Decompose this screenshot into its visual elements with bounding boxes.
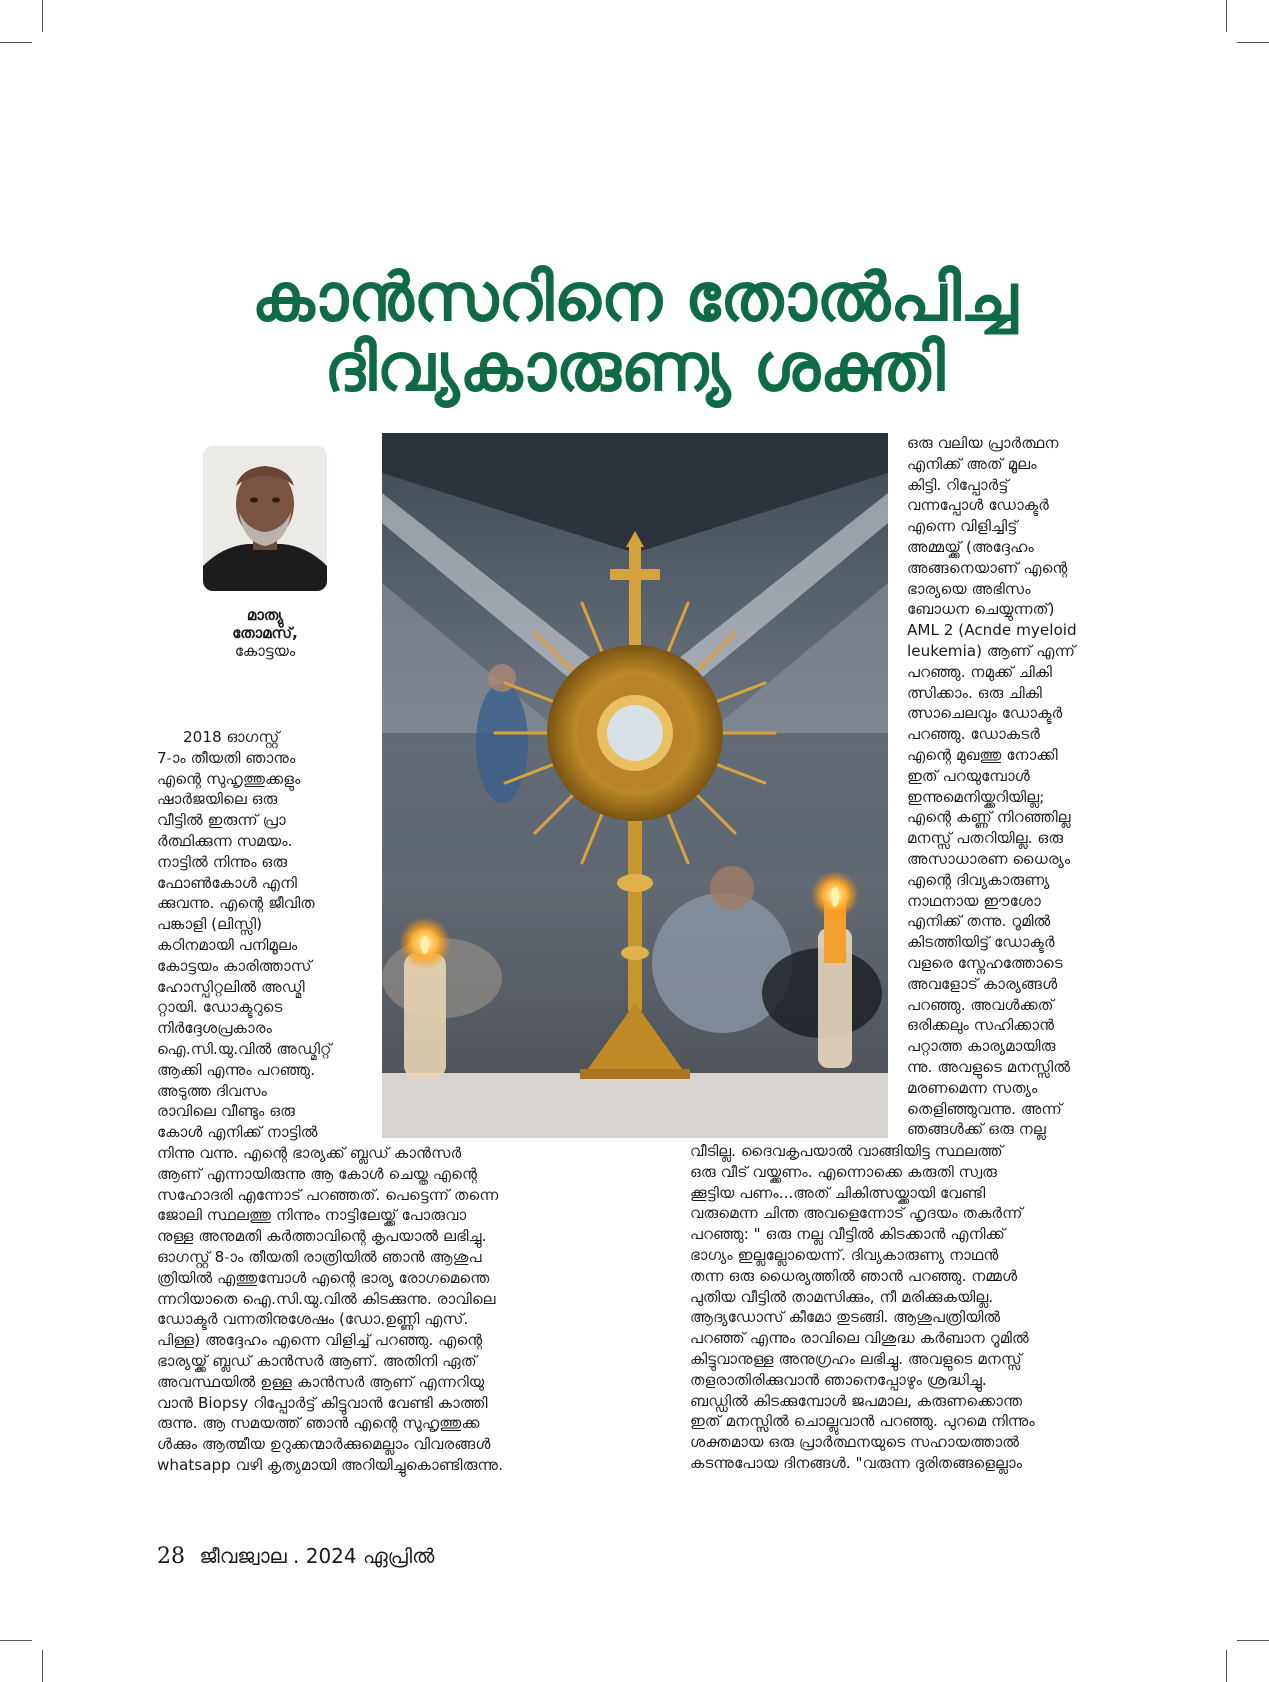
paragraph-line: വീടില്ല. ദൈവകൃപയാൽ വാങ്ങിയിട്ട സ്ഥലത്ത് <box>690 1142 1003 1160</box>
paragraph-line: ബഡ്ഡിൽ കിടക്കുമ്പോൾ ജപമാല, കരുണക്കൊന്ത <box>690 1391 1023 1410</box>
paragraph-line: പറഞ്ഞ് എന്നും രാവിലെ വിശുദ്ധ കർബാന റൂമിൽ <box>690 1329 1029 1348</box>
paragraph-line: അടുത്ത ദിവസം <box>157 1081 268 1100</box>
paragraph-line: നിർദ്ദേശപ്രകാരം <box>157 1019 272 1038</box>
right-column-narrow <box>907 433 1077 1140</box>
author-photo <box>203 446 327 591</box>
paragraph-line: ക്കൂട്ടിയ പണം...അത് ചികിത്സയ്ക്കായി വേണ്ടി <box>690 1183 986 1202</box>
paragraph-line: മരണമെന്ന സത്യം <box>907 1078 1038 1097</box>
paragraph-line: എന്റെ ദിവ്യകാരുണ്യ <box>907 870 1050 889</box>
paragraph-line: പുതിയ വീട്ടിൽ താമസിക്കും, നീ മരിക്കുകയില്ല. <box>690 1287 994 1306</box>
paragraph-line: നാട്ടിൽ നിന്നും ഒരു <box>157 852 288 871</box>
paragraph-line: തെളിഞ്ഞുവന്നു. അന്ന് <box>907 1099 1063 1118</box>
paragraph-line: കിട്ടുവാനുള്ള അനുഗ്രഹം ലഭിച്ചു. അവളുടെ മനസ്സ് <box>690 1349 1022 1368</box>
paragraph-line: ർത്ഥിക്കുന്ന സമയം. <box>157 831 293 850</box>
crop-mark-top-left-v <box>42 0 43 32</box>
paragraph-line: അങ്ങനെയാണ് എന്റെ <box>907 558 1068 577</box>
paragraph-line: ന്നു. അവളുടെ മനസ്സിൽ <box>907 1057 1071 1076</box>
paragraph-line: നിന്നു വന്നു. എന്റെ ഭാര്യക്ക് ബ്ലഡ് കാൻസർ <box>157 1143 462 1162</box>
paragraph-line: leukemia) ആണ് എന്ന് <box>907 641 1076 660</box>
paragraph-line: കിട്ടി. റിപ്പോർട്ട് <box>907 475 1009 494</box>
paragraph-line: കോൾ എനിക്ക് നാട്ടിൽ <box>157 1123 318 1142</box>
paragraph-line: നുള്ള അനുമതി കർത്താവിന്റെ കൃപയാൽ ലഭിച്ചു. <box>157 1227 487 1246</box>
paragraph-line: ന്നറിയാതെ ഐ.സി.യു.വിൽ കിടക്കുന്നു. രാവിലെ <box>157 1289 496 1308</box>
paragraph-line: ത്രിയിൽ എത്തുമ്പോൾ എന്റെ ഭാര്യ രോഗമെന്തെ <box>157 1268 490 1287</box>
crop-mark-bottom-right-h <box>1237 1640 1269 1641</box>
paragraph-line: ഇത് പറയുമ്പോൾ <box>907 766 1030 785</box>
paragraph-line: പറഞ്ഞു: " ഒരു നല്ല വീട്ടിൽ കിടക്കാൻ എനിക്ക് <box>690 1225 1005 1244</box>
paragraph-line: തന്ന ഒരു ധൈര്യത്തിൽ ഞാൻ പറഞ്ഞു. നമ്മൾ <box>690 1266 1018 1285</box>
author-name-line-1: മാത്യു <box>246 606 284 624</box>
paragraph-line: ഒരിക്കലും സഹിക്കാൻ <box>907 1016 1055 1035</box>
paragraph-line: രാവിലെ വീണ്ടും ഒരു <box>157 1102 296 1121</box>
author-place: കോട്ടയം <box>234 642 296 660</box>
title-line-1: കാൻസറിനെ തോൽപിച്ച <box>251 259 1018 336</box>
left-column <box>157 727 503 1476</box>
paragraph-line: അമ്മയ്ക്ക് (അദ്ദേഹം <box>907 537 1034 556</box>
paragraph-line: എന്റെ സുഹൃത്തുക്കളും <box>157 769 301 788</box>
paragraph-line: അവസ്ഥയിൽ ഉള്ള കാൻസർ ആണ് എന്നറിയു <box>157 1372 485 1391</box>
paragraph-line: whatsapp വഴി കൃത്യമായി അറിയിച്ചുകൊണ്ടിരുന്നു. <box>157 1455 504 1474</box>
paragraph-line: കോട്ടയം കാരിത്താസ് <box>157 956 312 975</box>
paragraph-line: എന്നെ വിളിച്ചിട്ട് <box>907 517 1018 536</box>
paragraph-line: ഐ.സി.യു.വിൽ അഡ്മിറ്റ് <box>157 1039 332 1058</box>
paragraph-line: റ്റായി. ഡോക്ടറുടെ <box>157 998 283 1017</box>
crop-mark-top-right-h <box>1237 42 1269 43</box>
page-number: 28 <box>157 1544 185 1569</box>
paragraph-line: രുന്നു. ആ സമയത്ത് ഞാൻ എന്റെ സുഹൃത്തുക്ക <box>157 1414 480 1433</box>
paragraph-line: ഭാഗ്യം ഇല്ലല്ലോയെന്ന്. ദിവ്യകാരുണ്യ നാഥൻ <box>690 1245 999 1264</box>
paragraph-line: AML 2 (Acnde myeloid <box>907 621 1077 640</box>
paragraph-line: ത്സിക്കാം. ഒരു ചികി <box>907 683 1042 702</box>
paragraph-line: ഇന്നുമെനിയ്ക്കറിയില്ല; <box>907 787 1045 806</box>
paragraph-line: പങ്കാളി (ലിസ്സി) <box>157 915 263 934</box>
paragraph-line: മനസ്സ് പതറിയില്ല. ഒരു <box>907 829 1064 848</box>
paragraph-line: തളരാതിരിക്കുവാൻ ഞാനെപ്പോഴും ശ്രദ്ധിച്ചു. <box>690 1370 987 1389</box>
paragraph-line: കഠിനമായി പനിമൂലം <box>157 935 298 954</box>
paragraph-line: 2018 ഓഗസ്റ്റ് <box>183 728 280 746</box>
paragraph-line: ഞങ്ങൾക്ക് ഒരു നല്ല <box>907 1120 1046 1139</box>
paragraph-line: ആദ്യഡോസ് കീമോ തുടങ്ങി. ആശുപത്രിയിൽ <box>690 1308 1001 1327</box>
right-column-wide <box>690 1141 1035 1474</box>
paragraph-line: ജോലി സ്ഥലത്തു നിന്നും നാട്ടിലേയ്ക്ക് പോരുവാ <box>157 1206 467 1225</box>
paragraph-line: പിള്ള) അദ്ദേഹം എന്നെ വിളിച്ച് പറഞ്ഞു. എന്റെ <box>157 1331 483 1350</box>
paragraph-line: പറഞ്ഞു. അവൾക്കത് <box>907 995 1054 1014</box>
paragraph-line: എനിക്ക് അത് മൂലം <box>907 454 1037 473</box>
author-name-line-2: തോമസ്, <box>232 624 298 642</box>
paragraph-line: ഭാര്യയ്ക്ക് ബ്ലഡ് കാൻസർ ആണ്. അതിനി ഏത് <box>157 1351 477 1370</box>
paragraph-line: ഒരു വലിയ പ്രാർത്ഥന <box>907 434 1059 452</box>
author-name <box>160 606 370 642</box>
paragraph-line: അവളോട് കാര്യങ്ങൾ <box>907 974 1058 993</box>
crop-mark-bottom-left-v <box>42 1650 43 1682</box>
publication-info: ജീവജ്വാല . 2024 ഏപ്രിൽ <box>199 1544 435 1568</box>
paragraph-line: വളരെ സ്നേഹത്തോടെ <box>907 953 1063 972</box>
paragraph-line: അസാധാരണ ധൈര്യം <box>907 849 1071 868</box>
paragraph-line: ഭാര്യയെ അഭിസം <box>907 579 1031 598</box>
paragraph-line: ഡോക്ടർ വന്നതിനുശേഷം (ഡോ.ഉണ്ണി എസ്. <box>157 1310 469 1329</box>
paragraph-line: ക്കുവന്നു. എന്റെ ജീവിത <box>157 894 315 913</box>
title-line-2: ദിവ്യകാരുണ്യ ശക്തി <box>324 329 945 406</box>
paragraph-line: പറഞ്ഞു. ഡോകടർ <box>907 725 1040 744</box>
page-footer <box>157 1544 434 1569</box>
paragraph-line: ഓഗസ്റ്റ് 8-ാം തീയതി രാത്രിയിൽ ഞാൻ ആശുപ <box>157 1247 482 1266</box>
paragraph-line: എന്റെ കണ്ണ് നിറഞ്ഞില്ല <box>907 808 1071 827</box>
paragraph-line: നാഥനായ ഈശോ <box>907 891 1041 910</box>
paragraph-line: എനിക്ക് തന്നു. റൂമിൽ <box>907 912 1051 931</box>
paragraph-line: പറഞ്ഞു. നമുക്ക് ചികി <box>907 662 1052 681</box>
crop-mark-bottom-left-h <box>0 1640 32 1641</box>
paragraph-line: വാൻ Biopsy റിപ്പോർട്ട് കിട്ടുവാൻ വേണ്ടി കാത്തി <box>157 1393 488 1412</box>
paragraph-line: ത്സാചെലവും ഡോക്ടർ <box>907 704 1063 723</box>
paragraph-line: ഫോൺകോൾ എനി <box>157 873 297 892</box>
paragraph-line: ഒരു വീട് വയ്ക്കണം. എന്നൊക്കെ കരുതി സ്വരു <box>690 1162 998 1181</box>
paragraph-line: ബോധന ചെയ്യുന്നത്) <box>907 600 1055 619</box>
paragraph-line: ൾക്കും ആത്മീയ ഉറുക്കന്മാർക്കുമെല്ലാം വിവരങ്ങൾ <box>157 1435 491 1454</box>
paragraph-line: ശക്തമായ ഒരു പ്രാർത്ഥനയുടെ സഹായത്താൽ <box>690 1433 1020 1452</box>
crop-mark-bottom-right-v <box>1226 1650 1227 1682</box>
paragraph-line: വരുമെന്ന ചിന്ത അവളെന്നോട് ഹൃദയം തകർന്ന് <box>690 1204 1023 1223</box>
paragraph-line: ആണ് എന്നായിരുന്നു ആ കോൾ ചെയ്ത എന്റെ <box>157 1164 478 1183</box>
crop-mark-top-right-v <box>1226 0 1227 32</box>
paragraph-line: കിടത്തിയിട്ട് ഡോക്ടർ <box>907 933 1055 952</box>
paragraph-line: ഇത് മനസ്സിൽ ചൊല്ലുവാൻ പറഞ്ഞു. പുറമെ നിന്നും <box>690 1412 1035 1431</box>
paragraph-line: സഹോദരി എന്നോട് പറഞ്ഞത്. പെട്ടെന്ന് തന്നെ <box>157 1185 499 1204</box>
paragraph-line: വന്നപ്പോൾ ഡോക്ടർ <box>907 496 1049 515</box>
paragraph-line: പറ്റാത്ത കാര്യമായിരു <box>907 1037 1056 1056</box>
paragraph-line: എന്റെ മുഖത്തു നോക്കി <box>907 745 1058 764</box>
crop-mark-top-left-h <box>0 42 32 43</box>
paragraph-line: വീട്ടിൽ ഇരുന്ന് പ്രാ <box>157 811 286 830</box>
paragraph-line: കടന്നുപോയ ദിനങ്ങൾ. "വരുന്ന ദുരിതങ്ങളെല്ലാം <box>690 1453 1023 1472</box>
paragraph-line: ആക്കി എന്നും പറഞ്ഞു. <box>157 1060 316 1079</box>
paragraph-line: 7-ാം തീയതി ഞാനും <box>157 748 296 767</box>
paragraph-line: ഹോസ്പിറ്റലിൽ അഡ്മി <box>157 977 305 996</box>
paragraph-line: ഷാർജയിലെ ഒരു <box>157 790 278 809</box>
